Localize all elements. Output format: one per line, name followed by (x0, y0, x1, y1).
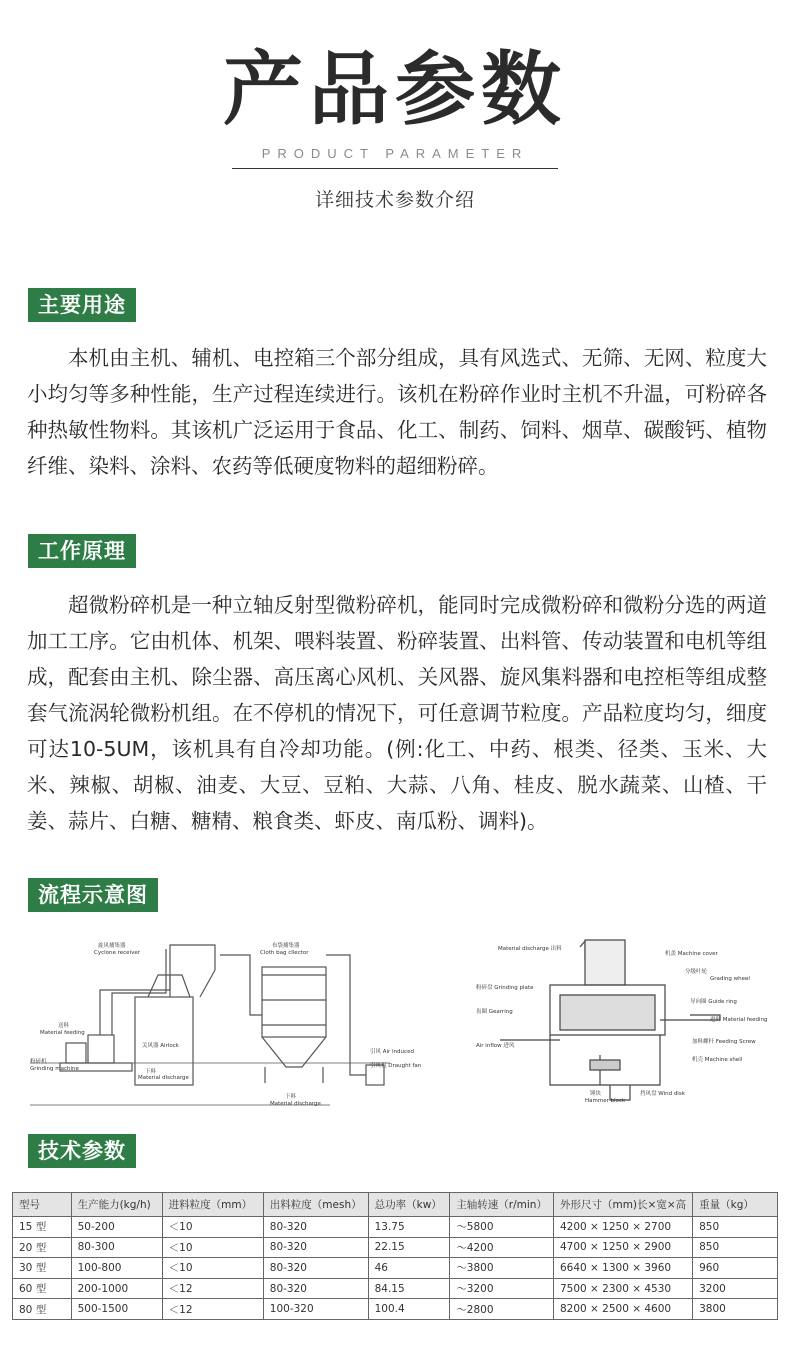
spec-table-container (12, 1192, 778, 1320)
label-discharge-b-en: Material discharge (270, 1101, 321, 1107)
label-discharge: Material discharge 出料 (498, 946, 562, 952)
label-mill: 粉碎机 (30, 1059, 47, 1065)
system-flow-diagram (30, 945, 390, 1105)
cell: 80-300 (71, 1237, 162, 1258)
usage-paragraph: 本机由主机、辅机、电控箱三个部分组成，具有风选式、无筛、无网、粒度大小均匀等多种性能，生产过程连续进行。该机在粉碎作业时主机不升温，可粉碎各种热敏性物料。其该机广泛运用于食品、化工、制药、饲料、烟草、碳酸钙、植物纤维、染料、涂料、农药等低硬度物料的超细粉碎。 (27, 346, 767, 478)
table-row (13, 1278, 778, 1299)
page-subtitle-cn: 详细技术参数介绍 (314, 189, 475, 211)
cell: ＜12 (162, 1278, 263, 1299)
cell: 850 (693, 1217, 778, 1238)
label-grinding-plate: 粉碎盘 Grinding plate (476, 985, 534, 991)
cell: ＜10 (162, 1217, 263, 1238)
cell: 850 (693, 1237, 778, 1258)
label-grading-wheel: 分级叶轮 (685, 969, 708, 975)
section-label-principle: 工作原理 (28, 534, 136, 568)
label-mill-en: Grinding machine (30, 1066, 79, 1072)
section-label-usage: 主要用途 (28, 288, 136, 322)
cell: 50-200 (71, 1217, 162, 1238)
cell: 8200 × 2500 × 4600 (553, 1299, 692, 1320)
label-feed: 送料 (58, 1023, 70, 1029)
cell: 30 型 (13, 1258, 72, 1279)
cell: 80-320 (263, 1237, 368, 1258)
label-feed-en: Material feeding (40, 1030, 85, 1036)
cell: 3200 (693, 1278, 778, 1299)
cell: ～5800 (450, 1217, 554, 1238)
table-row (13, 1258, 778, 1279)
cell: ～3200 (450, 1278, 554, 1299)
col-header-output-size: 出料粒度（mesh） (263, 1193, 368, 1217)
label-airlock: 关风器 Airlock (142, 1043, 179, 1049)
cell: 13.75 (368, 1217, 450, 1238)
system-flow-labels (30, 941, 422, 1107)
label-wind-disk: 挡风盘 Wind disk (640, 1091, 685, 1097)
section-label-specs: 技术参数 (28, 1134, 136, 1168)
label-cyclone: 旋风捕集器 (98, 943, 126, 949)
flow-diagram (30, 935, 770, 1115)
label-hammer: 锤块 (590, 1091, 602, 1097)
cell: ＜12 (162, 1299, 263, 1320)
col-header-weight: 重量（kg） (693, 1193, 778, 1217)
cell: 80-320 (263, 1258, 368, 1279)
label-grading-wheel-en: Grading wheel (710, 976, 750, 982)
col-header-model: 型号 (13, 1193, 72, 1217)
cell: 60 型 (13, 1278, 72, 1299)
label-feeding: 进料 Material feeding (710, 1017, 768, 1023)
label-cover: 机盖 Machine cover (665, 951, 718, 957)
label-air-induced: 引风 Air induced (370, 1049, 414, 1055)
cell: 100.4 (368, 1299, 450, 1320)
label-cyclone-en: Cyclone receiver (94, 950, 140, 956)
label-hammer-en: Hammer block (585, 1098, 626, 1104)
cell: 20 型 (13, 1237, 72, 1258)
label-discharge-a: 下料 (145, 1069, 157, 1075)
mill-cross-section (500, 940, 720, 1100)
label-cloth-en: Cloth bag cllector (260, 950, 309, 956)
cell: 80 型 (13, 1299, 72, 1320)
table-row (13, 1237, 778, 1258)
cell: 46 (368, 1258, 450, 1279)
table-row (13, 1217, 778, 1238)
title-divider (232, 168, 558, 169)
cell: 200-1000 (71, 1278, 162, 1299)
cell: ＜10 (162, 1237, 263, 1258)
page-subtitle-en: PRODUCT PARAMETER (261, 146, 529, 161)
section-label-flow: 流程示意图 (28, 878, 158, 912)
cell: 100-800 (71, 1258, 162, 1279)
label-cloth: 布袋捕集器 (272, 943, 300, 949)
cell: 15 型 (13, 1217, 72, 1238)
col-header-speed: 主轴转速（r/min） (450, 1193, 554, 1217)
label-discharge-b: 下料 (285, 1094, 297, 1100)
col-header-dimensions: 外形尺寸（mm)长×宽×高 (553, 1193, 692, 1217)
cell: 84.15 (368, 1278, 450, 1299)
label-fan: 引风机 Draught fan (370, 1063, 422, 1069)
label-gearring: 齿圈 Gearring (476, 1009, 513, 1015)
spec-table (12, 1192, 778, 1320)
cell: 80-320 (263, 1278, 368, 1299)
cell: ＜10 (162, 1258, 263, 1279)
page-header (0, 0, 790, 240)
cell: 100-320 (263, 1299, 368, 1320)
cell: 6640 × 1300 × 3960 (553, 1258, 692, 1279)
cell: 80-320 (263, 1217, 368, 1238)
cell: 7500 × 2300 × 4530 (553, 1278, 692, 1299)
col-header-capacity: 生产能力(kg/h) (71, 1193, 162, 1217)
label-screw: 加料螺杆 Feeding Screw (692, 1039, 756, 1045)
label-shell: 机壳 Machine shell (692, 1057, 743, 1063)
col-header-power: 总功率（kw） (368, 1193, 450, 1217)
cell: ～2800 (450, 1299, 554, 1320)
cell: 960 (693, 1258, 778, 1279)
cell: 3800 (693, 1299, 778, 1320)
cell: 4200 × 1250 × 2700 (553, 1217, 692, 1238)
principle-paragraph: 超微粉碎机是一种立轴反射型微粉碎机，能同时完成微粉碎和微粉分选的两道加工工序。它由机体、机架、喂料装置、粉碎装置、出料管、传动装置和电机等组成，配套由主机、除尘器、高压离心风机、关风器、旋风集料器和电控柜等组成整套气流涡轮微粉机组。在不停机的情况下，可任意调节粒度。产品粒度均匀，细度可达10-5UM，该机具有自冷却功能。(例:化工、中药、根类、径类、玉米、大米、辣椒、胡椒、油麦、大豆、豆粕、大蒜、八角、桂皮、脱水蔬菜、山楂、干姜、蒜片、白糖、糖精、粮食类、虾皮、南瓜粉、调料)。 (27, 593, 767, 833)
cell: 500-1500 (71, 1299, 162, 1320)
page-title: 产品参数 (223, 43, 567, 136)
label-air-inflow: Air inflow 进风 (476, 1043, 515, 1049)
label-guide-ring: 导向圈 Guide ring (690, 999, 737, 1005)
table-header-row (13, 1193, 778, 1217)
table-row (13, 1299, 778, 1320)
cell: ～4200 (450, 1237, 554, 1258)
label-discharge-a-en: Material discharge (138, 1075, 189, 1081)
cell: ～3800 (450, 1258, 554, 1279)
cell: 22.15 (368, 1237, 450, 1258)
col-header-feed-size: 进料粒度（mm） (162, 1193, 263, 1217)
cell: 4700 × 1250 × 2900 (553, 1237, 692, 1258)
